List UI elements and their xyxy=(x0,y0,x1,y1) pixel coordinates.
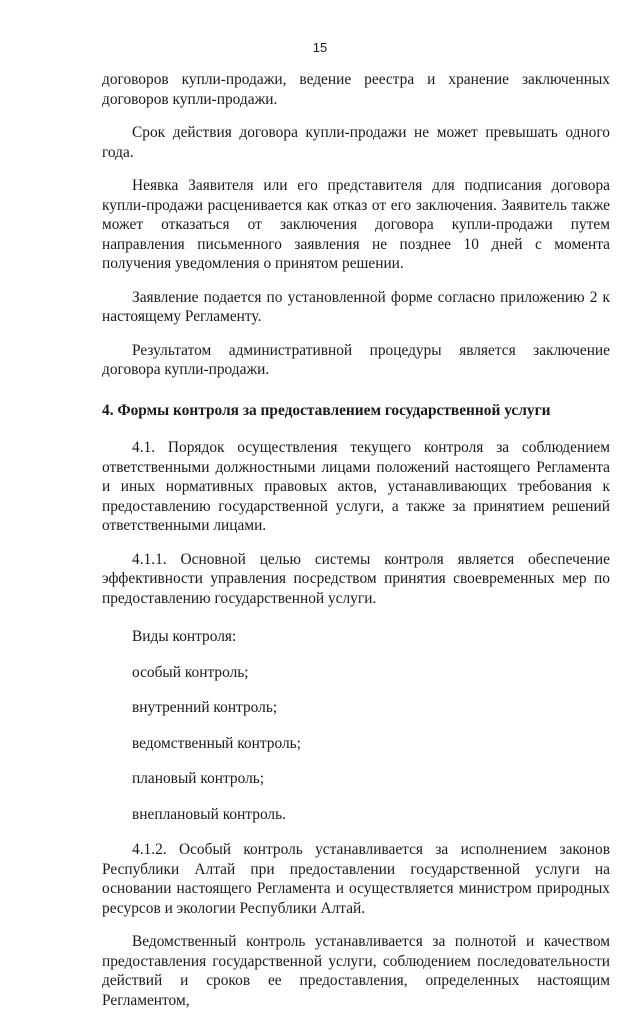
paragraph: 4.1.2. Особый контроль устанавливается за исполнением законов Республики Алтай при предоставлении государственной услуги на основании настоящего Регламента и осуществляется министром природных ресурсов и экологии Республики Алтай. xyxy=(102,841,610,917)
paragraph: Неявка Заявителя или его представителя для подписания договора купли-продажи расценивается как отказ от его заключения. Заявитель также может отказаться от заключения договора купли-продажи путем направления письменного заявления не позднее 10 дней с момента получения уведомления о принятом решении. xyxy=(102,177,610,272)
list-item: плановый контроль; xyxy=(132,770,265,787)
paragraph: Ведомственный контроль устанавливается за полнотой и качеством предоставления государственной услуги, соблюдением последовательности действий и сроков ее предоставления, определенных настоящим Регламентом, xyxy=(102,933,610,1009)
paragraph: Срок действия договора купли-продажи не может превышать одного года. xyxy=(102,124,610,161)
paragraph: Заявление подается по установленной форме согласно приложению 2 к настоящему Регламенту. xyxy=(102,288,610,325)
paragraph: договоров купли-продажи, ведение реестра и хранение заключенных договоров купли-продажи. xyxy=(102,71,610,108)
page-number: 15 xyxy=(312,40,328,55)
list-item: особый контроль; xyxy=(132,663,249,681)
list-item: внутренний контроль; xyxy=(132,699,278,716)
paragraph: Результатом административной процедуры является заключение договора купли-продажи. xyxy=(102,341,610,378)
list-item: ведомственный контроль; xyxy=(132,734,301,752)
list-item: внеплановый контроль. xyxy=(132,805,286,823)
section-heading: 4. Формы контроля за предоставлением государственной услуги xyxy=(102,401,551,419)
document-body xyxy=(102,70,610,1010)
list-title: Виды контроля: xyxy=(132,628,237,645)
paragraph: 4.1. Порядок осуществления текущего контроля за соблюдением ответственными должностными лицами положений настоящего Регламента и иных нормативных правовых актов, устанавливающих требования к предоставлению государственной услуги, а также за принятием решений ответственными лицами. xyxy=(102,439,610,534)
paragraph: 4.1.1. Основной целью системы контроля является обеспечение эффективности управления посредством принятия своевременных мер по предоставлению государственной услуги. xyxy=(102,550,610,607)
